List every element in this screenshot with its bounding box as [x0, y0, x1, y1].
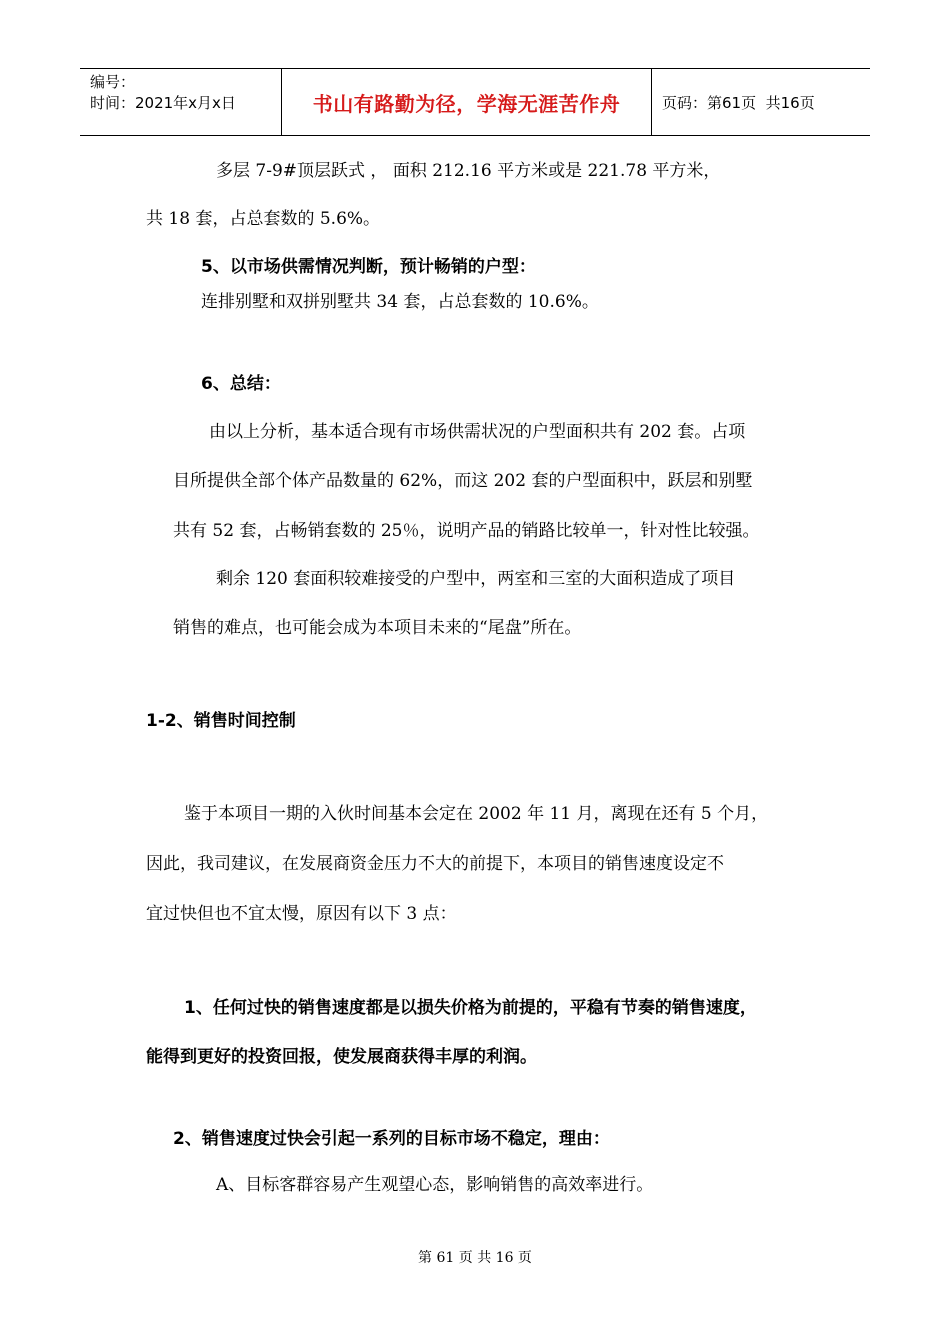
body-line: 销售的难点，也可能会成为本项目未来的“尾盘”所在。: [173, 618, 582, 638]
body-line: 宜过快但也不宜太慢，原因有以下 3 点：: [146, 904, 457, 924]
body-line: 因此，我司建议，在发展商资金压力不大的前提下，本项目的销售速度设定不: [146, 854, 724, 874]
document-date: 时间：2021年x月x日: [90, 94, 236, 112]
header-meta: [80, 69, 282, 135]
section-heading-5: 5、以市场供需情况判断，预计畅销的户型：: [201, 257, 536, 277]
body-line: 剩余 120 套面积较难接受的户型中，两室和三室的大面积造成了项目: [216, 569, 736, 589]
header-motto: 书山有路勤为径，学海无涯苦作舟: [282, 69, 652, 135]
document-number-label: 编号：: [90, 73, 136, 91]
body-line: 由以上分析，基本适合现有市场供需状况的户型面积共有 202 套。占项: [209, 422, 746, 442]
reason-2-heading: 2、销售速度过快会引起一系列的目标市场不稳定，理由：: [173, 1129, 610, 1149]
reason-1-line: 1、任何过快的销售速度都是以损失价格为前提的，平稳有节奏的销售速度，: [184, 998, 757, 1018]
body-line: 连排别墅和双拼别墅共 34 套，占总套数的 10.6%。: [201, 292, 599, 312]
section-heading-1-2: 1-2、销售时间控制: [146, 711, 296, 731]
header-page-info: [652, 69, 870, 135]
page-header: [80, 68, 870, 136]
reason-1-line: 能得到更好的投资回报，使发展商获得丰厚的利润。: [146, 1047, 537, 1067]
body-line: 多层 7-9#顶层跃式 ， 面积 212.16 平方米或是 221.78 平方米，: [216, 161, 721, 181]
header-page-info-text: 页码：第61页 共16页: [662, 93, 815, 112]
body-line: 共有 52 套，占畅销套数的 25％，说明产品的销路比较单一，针对性比较强。: [173, 521, 760, 541]
section-heading-6: 6、总结：: [201, 374, 281, 394]
body-line: 共 18 套，占总套数的 5.6%。: [146, 209, 381, 229]
body-line: 鉴于本项目一期的入伙时间基本会定在 2002 年 11 月，离现在还有 5 个月，: [184, 804, 769, 824]
body-line: A、目标客群容易产生观望心态，影响销售的高效率进行。: [216, 1175, 654, 1195]
page-footer: 第 61 页 共 16 页: [418, 1250, 532, 1266]
body-line: 目所提供全部个体产品数量的 62%，而这 202 套的户型面积中，跃层和别墅: [173, 471, 753, 491]
